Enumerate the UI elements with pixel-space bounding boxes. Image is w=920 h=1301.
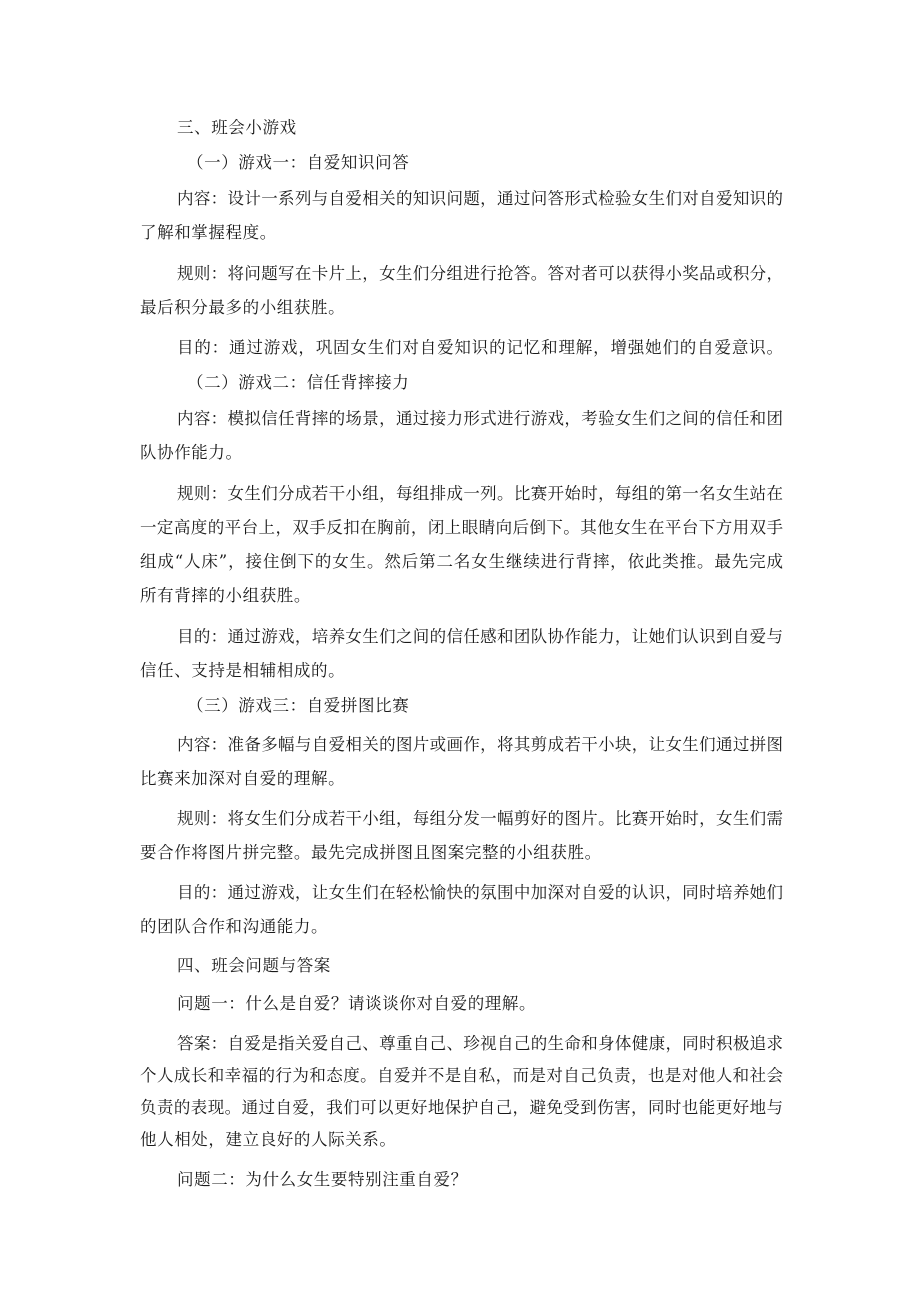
game1-title: （一）游戏一：自爱知识问答: [187, 153, 410, 172]
game2-content-line1: 内容：模拟信任背摔的场景，通过接力形式进行游戏，考验女生们之间的信任和团: [177, 409, 783, 428]
game2-rules-line1: 规则：女生们分成若干小组，每组排成一列。比赛开始时，每组的第一名女生站在: [177, 484, 783, 503]
section-heading-games: 三、班会小游戏: [177, 118, 297, 137]
game3-content-line2: 比赛来加深对自爱的理解。: [140, 769, 346, 788]
game1-rules-line1: 规则：将问题写在卡片上，女生们分组进行抢答。答对者可以获得小奖品或积分，: [177, 264, 783, 283]
answer-1-line2: 个人成长和幸福的行为和态度。自爱并不是自私，而是对自己负责，也是对他人和社会: [140, 1066, 783, 1085]
game3-content-line1: 内容：准备多幅与自爱相关的图片或画作，将其剪成若干小块，让女生们通过拼图: [177, 735, 783, 754]
game2-rules-line4: 所有背摔的小组获胜。: [140, 586, 311, 605]
question-1: 问题一：什么是自爱？请谈谈你对自爱的理解。: [177, 994, 537, 1013]
game1-purpose-line1: 目的：通过游戏，巩固女生们对自爱知识的记忆和理解，增强她们的自爱意识。: [177, 338, 783, 357]
game3-purpose-line2: 的团队合作和沟通能力。: [140, 917, 329, 936]
game2-purpose-line2: 信任、支持是相辅相成的。: [140, 661, 346, 680]
game3-title: （三）游戏三：自爱拼图比赛: [187, 696, 410, 715]
game1-content-line2: 了解和掌握程度。: [140, 223, 277, 242]
answer-1-line4: 他人相处，建立良好的人际关系。: [140, 1130, 397, 1149]
game2-title: （二）游戏二：信任背摔接力: [187, 373, 410, 392]
game2-rules-line3: 组成“人床”，接住倒下的女生。然后第二名女生继续进行背摔，依此类推。最先完成: [140, 552, 783, 571]
game3-purpose-line1: 目的：通过游戏，让女生们在轻松愉快的氛围中加深对自爱的认识，同时培养她们: [177, 883, 783, 902]
game1-rules-line2: 最后积分最多的小组获胜。: [140, 298, 346, 317]
game2-purpose-line1: 目的：通过游戏，培养女生们之间的信任感和团队协作能力，让她们认识到自爱与: [177, 627, 783, 646]
answer-1-line1: 答案：自爱是指关爱自己、尊重自己、珍视自己的生命和身体健康，同时积极追求: [177, 1034, 783, 1053]
game3-rules-line2: 要合作将图片拼完整。最先完成拼图且图案完整的小组获胜。: [140, 843, 602, 862]
section-heading-qa: 四、班会问题与答案: [177, 956, 331, 975]
game3-rules-line1: 规则：将女生们分成若干小组，每组分发一幅剪好的图片。比赛开始时，女生们需: [177, 809, 783, 828]
game1-content-line1: 内容：设计一系列与自爱相关的知识问题，通过问答形式检验女生们对自爱知识的: [177, 189, 783, 208]
answer-1-line3: 负责的表现。通过自爱，我们可以更好地保护自己，避免受到伤害，同时也能更好地与: [140, 1098, 783, 1117]
game2-rules-line2: 一定高度的平台上，双手反扣在胸前，闭上眼睛向后倒下。其他女生在平台下方用双手: [140, 518, 783, 537]
game2-content-line2: 队协作能力。: [140, 443, 243, 462]
question-2: 问题二：为什么女生要特别注重自爱？: [177, 1170, 468, 1189]
